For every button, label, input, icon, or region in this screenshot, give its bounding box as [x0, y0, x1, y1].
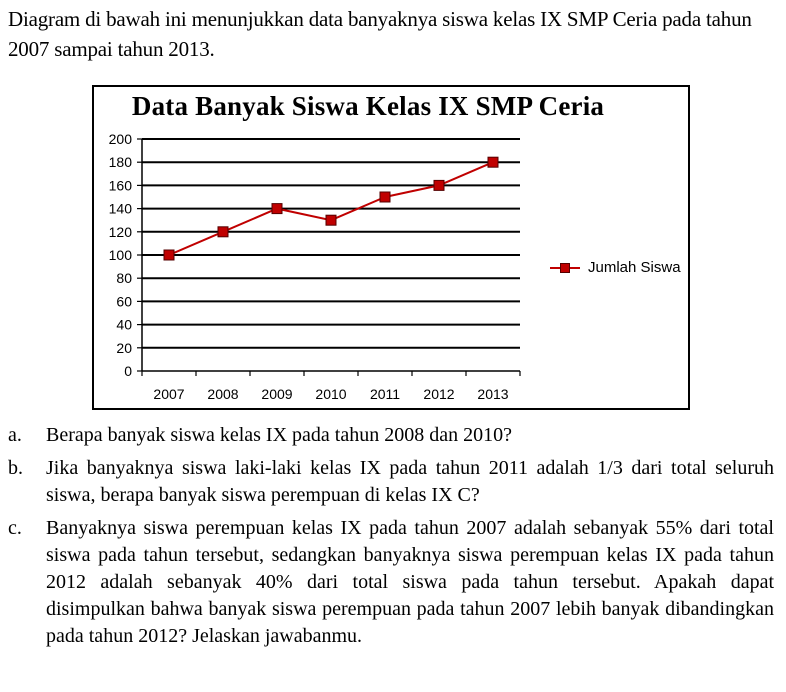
x-tick-label: 2012 — [423, 386, 455, 402]
y-tick-label: 160 — [108, 177, 132, 194]
question-text: Banyaknya siswa perempuan kelas IX pada tahun 2007 adalah sebanyak 55% dari total siswa pada tahun tersebut, sedangkan banyaknya siswa perempuan kelas IX pada tahun 2012 adalah sebanyak 40% dari total siswa pada tahun tersebut. Apakah dapat disimpulkan bahwa banyak siswa perempuan pada tahun 2007 lebih banyak dibandingkan pada tahun 2012? Jelaskan jawabanmu. — [46, 517, 774, 647]
y-tick-label: 60 — [116, 293, 132, 310]
question-marker: c. — [8, 517, 22, 539]
legend-marker-swatch — [560, 263, 570, 273]
y-tick-label: 200 — [108, 131, 132, 147]
question-list — [8, 422, 774, 656]
data-point — [488, 157, 498, 167]
question-c — [8, 515, 774, 650]
data-point — [272, 204, 282, 214]
line-chart — [94, 87, 688, 408]
x-tick-label: 2009 — [261, 386, 293, 402]
question-marker: a. — [8, 424, 22, 446]
y-tick-label: 40 — [116, 316, 132, 333]
x-tick-label: 2010 — [315, 386, 347, 402]
x-tick-label: 2008 — [207, 386, 239, 402]
data-point — [380, 192, 390, 202]
chart-legend — [550, 258, 690, 280]
data-point — [326, 215, 336, 225]
question-b — [8, 455, 774, 509]
data-point — [164, 250, 174, 260]
data-point — [218, 227, 228, 237]
x-tick-label: 2011 — [369, 386, 401, 402]
y-tick-label: 0 — [124, 363, 132, 379]
question-a — [8, 422, 774, 449]
question-marker: b. — [8, 457, 23, 479]
y-tick-label: 100 — [108, 247, 132, 263]
x-tick-label: 2013 — [477, 386, 509, 402]
x-tick-label: 2007 — [153, 386, 185, 402]
y-tick-label: 140 — [108, 200, 132, 217]
question-text: Berapa banyak siswa kelas IX pada tahun 2008 dan 2010? — [46, 424, 512, 446]
intro-paragraph: Diagram di bawah ini menunjukkan data banyaknya siswa kelas IX SMP Ceria pada tahun 2007 sampai tahun 2013. — [8, 7, 752, 61]
chart-frame — [92, 85, 690, 410]
y-tick-label: 180 — [108, 154, 132, 171]
question-text: Jika banyaknya siswa laki-laki kelas IX pada tahun 2011 adalah 1/3 dari total seluruh siswa, berapa banyak siswa perempuan di kelas IX C? — [46, 457, 774, 506]
data-point — [434, 180, 444, 190]
y-tick-label: 80 — [116, 270, 132, 287]
y-tick-label: 120 — [108, 223, 132, 240]
legend-label: Jumlah Siswa — [588, 259, 681, 276]
chart-title: Data Banyak Siswa Kelas IX SMP Ceria — [131, 91, 605, 121]
y-tick-label: 20 — [116, 339, 132, 356]
